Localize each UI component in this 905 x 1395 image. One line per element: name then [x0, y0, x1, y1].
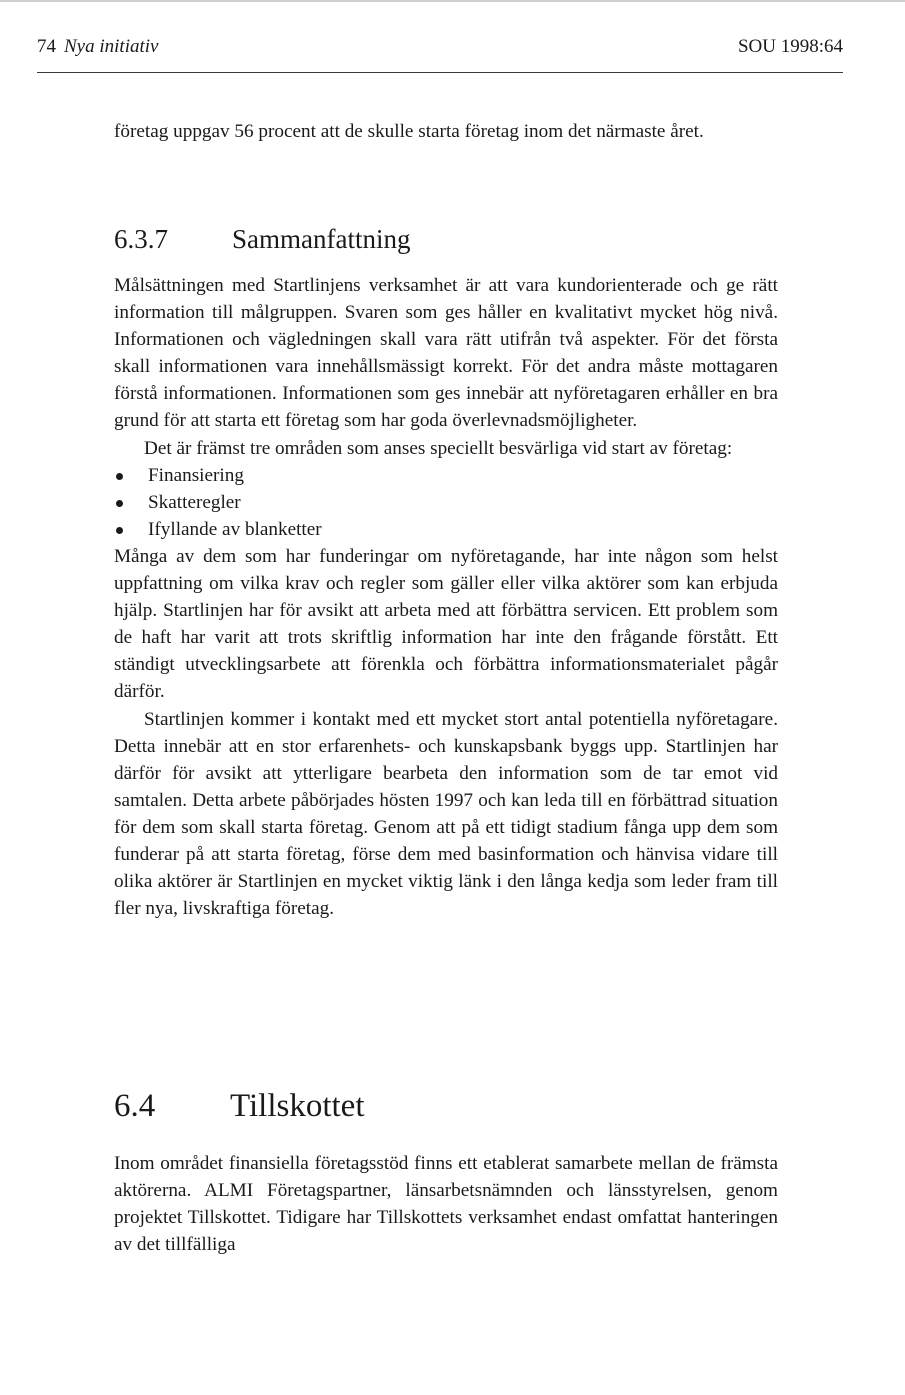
page-number: 74	[37, 36, 56, 57]
bullet-icon	[116, 500, 123, 507]
section-number: 6.3.7	[114, 224, 168, 254]
running-section-title: Nya initiativ	[64, 36, 159, 57]
section-heading-6-3-7	[114, 224, 410, 255]
section-title: Sammanfattning	[232, 224, 411, 254]
section-title: Tillskottet	[230, 1088, 365, 1124]
sammanfattning-block	[114, 272, 778, 922]
section-heading-6-4	[114, 1088, 365, 1125]
paragraph: Målsättningen med Startlinjens verksamhet är att vara kundorienterade och ge rätt information till målgruppen. Svaren som ges håller en kvalitativt mycket hög nivå. Informationen och vägledningen skall vara rätt utifrån två aspekter. För det första skall informationen vara innehållsmässigt korrekt. För det andra måste mottagaren förstå informationen. Informationen som ges innebär att nyföretagaren erhåller en bra grund för att starta ett företag som har goda överlevnadsmöjligheter.	[114, 275, 778, 432]
series-number: SOU 1998:64	[737, 36, 843, 57]
list-item	[114, 462, 778, 489]
running-header-left	[37, 36, 158, 58]
header-rule	[37, 72, 843, 73]
list-item-text: Ifyllande av blanketter	[148, 518, 322, 540]
tillskottet-block	[114, 1150, 778, 1258]
bullet-icon	[116, 473, 123, 480]
intro-paragraph: företag uppgav 56 procent att de skulle starta företag inom det närmaste året.	[114, 121, 704, 142]
section-number: 6.4	[114, 1088, 156, 1124]
bullet-icon	[116, 527, 123, 534]
list-item-text: Skatteregler	[148, 491, 241, 513]
list-item-text: Finansiering	[148, 464, 244, 486]
paragraph: Startlinjen kommer i kontakt med ett mycket stort antal potentiella nyföretagare. Detta innebär att en stor erfarenhets- och kunskapsbank byggs upp. Startlinjen har därför för avsikt att ytterligare bearbeta den information som de tar emot vid samtalen. Detta arbete påbörjades hösten 1997 och kan leda till en förbättrad situation för dem som skall starta företag. Genom att på ett tidigt stadium fånga upp dem som funderar på att starta företag, förse dem med basinformation och hänvisa vidare till olika aktörer är Startlinjen en mycket viktig länk i den långa kedja som leder fram till fler nya, livskraftiga företag.	[114, 708, 778, 920]
paragraph: Många av dem som har funderingar om nyföretagande, har inte någon som helst uppfattning om vilka krav och regler som gäller eller vilka aktörer som kan erbjuda hjälp. Startlinjen har för avsikt att arbeta med att förbättra servicen. Ett problem som de haft har varit att trots skriftlig information har inte den frågande förstått. Ett ständigt utvecklingsarbete att förenkla och förbättra informationsmaterialet pågår därför.	[114, 545, 778, 703]
running-header	[37, 36, 843, 58]
intro-block	[114, 118, 778, 145]
page-top-edge	[0, 0, 905, 2]
list-item	[114, 489, 778, 516]
list-item	[114, 516, 778, 543]
paragraph: Det är främst tre områden som anses speciellt besvärliga vid start av företag:	[144, 437, 733, 459]
paragraph: Inom området finansiella företagsstöd finns ett etablerat samarbete mellan de främsta aktörerna. ALMI Företagspartner, länsarbetsnämnden och länsstyrelsen, genom projektet Tillskottet. Tidigare har Tillskottets verksamhet endast omfattat hanteringen av det tillfälliga	[114, 1153, 778, 1256]
bullet-list	[114, 462, 778, 543]
